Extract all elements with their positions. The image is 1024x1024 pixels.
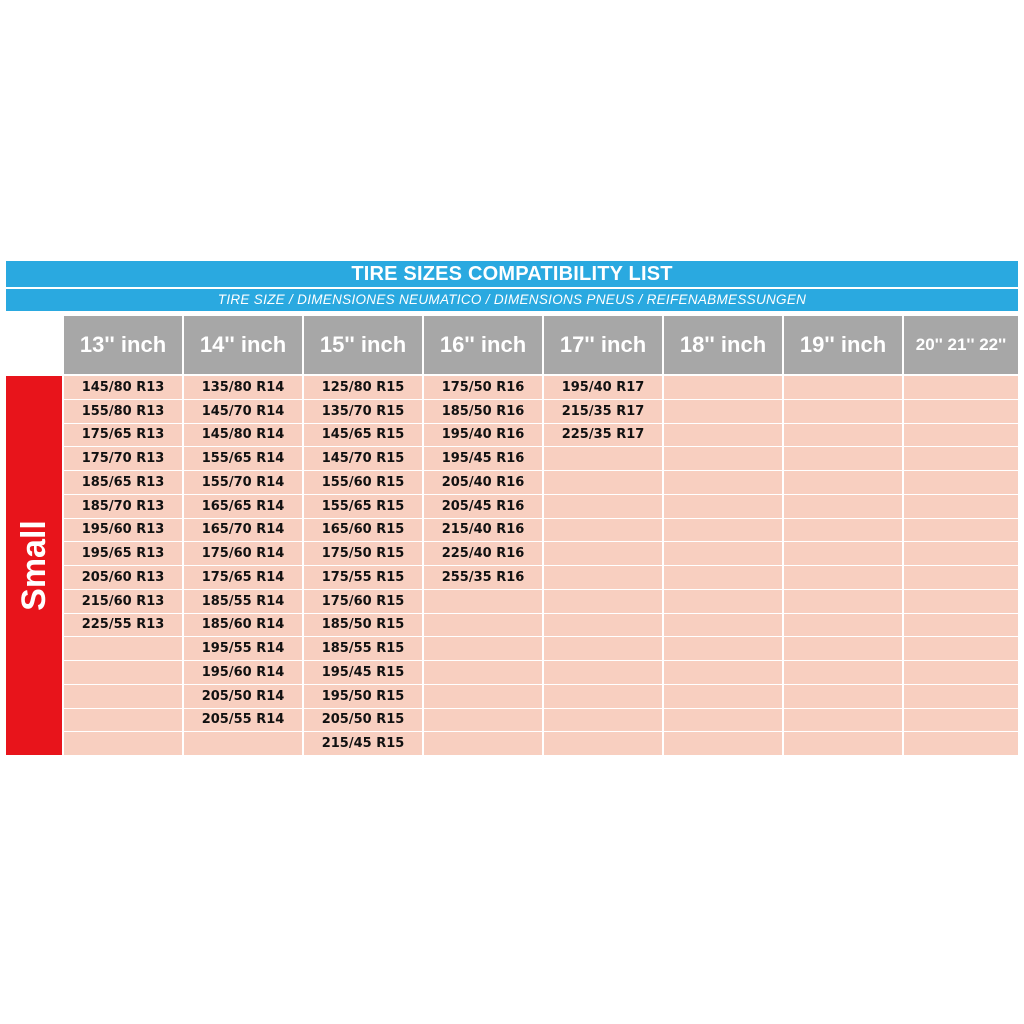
size-cell (664, 566, 782, 590)
size-cell (784, 519, 902, 543)
size-column (304, 376, 424, 755)
size-cell (544, 566, 662, 590)
size-table (64, 376, 1018, 755)
size-cell: 145/65 R15 (304, 424, 422, 448)
size-cell (904, 424, 1018, 448)
size-cell (784, 376, 902, 400)
size-cell: 165/70 R14 (184, 519, 302, 543)
size-cell: 175/55 R15 (304, 566, 422, 590)
size-cell (544, 495, 662, 519)
size-cell: 255/35 R16 (424, 566, 542, 590)
size-cell (424, 637, 542, 661)
size-column (784, 376, 904, 755)
size-cell (664, 709, 782, 733)
size-cell: 175/65 R13 (64, 424, 182, 448)
size-column (544, 376, 664, 755)
size-cell (904, 400, 1018, 424)
size-cell: 175/50 R15 (304, 542, 422, 566)
size-cell (664, 471, 782, 495)
size-cell: 185/55 R14 (184, 590, 302, 614)
size-cell (544, 590, 662, 614)
size-cell (904, 447, 1018, 471)
size-cell: 195/50 R15 (304, 685, 422, 709)
size-cell (664, 637, 782, 661)
size-cell: 215/60 R13 (64, 590, 182, 614)
size-cell: 135/80 R14 (184, 376, 302, 400)
size-cell (784, 495, 902, 519)
size-cell (544, 542, 662, 566)
size-cell (544, 709, 662, 733)
size-cell (544, 519, 662, 543)
size-cell: 135/70 R15 (304, 400, 422, 424)
size-cell: 175/50 R16 (424, 376, 542, 400)
size-column (184, 376, 304, 755)
size-cell (904, 685, 1018, 709)
size-cell: 175/65 R14 (184, 566, 302, 590)
size-cell (784, 590, 902, 614)
size-cell (904, 471, 1018, 495)
size-cell (544, 471, 662, 495)
size-cell: 145/70 R14 (184, 400, 302, 424)
size-cell: 145/80 R13 (64, 376, 182, 400)
size-cell (784, 447, 902, 471)
size-cell: 205/55 R14 (184, 709, 302, 733)
size-cell: 195/45 R16 (424, 447, 542, 471)
size-cell: 225/40 R16 (424, 542, 542, 566)
size-cell: 175/60 R15 (304, 590, 422, 614)
size-cell (544, 732, 662, 755)
size-column (424, 376, 544, 755)
size-cell (664, 661, 782, 685)
size-cell (64, 685, 182, 709)
column-header: 18'' inch (664, 316, 784, 374)
size-cell: 215/35 R17 (544, 400, 662, 424)
size-column (64, 376, 184, 755)
size-cell (184, 732, 302, 755)
size-column (904, 376, 1018, 755)
size-cell (544, 661, 662, 685)
size-cell (784, 709, 902, 733)
size-cell: 165/60 R15 (304, 519, 422, 543)
size-cell (784, 614, 902, 638)
size-cell: 195/65 R13 (64, 542, 182, 566)
size-cell: 185/55 R15 (304, 637, 422, 661)
size-cell (904, 709, 1018, 733)
size-cell: 145/80 R14 (184, 424, 302, 448)
size-cell (664, 542, 782, 566)
size-cell: 185/50 R15 (304, 614, 422, 638)
size-cell: 225/35 R17 (544, 424, 662, 448)
size-cell: 145/70 R15 (304, 447, 422, 471)
size-cell: 195/40 R16 (424, 424, 542, 448)
size-cell (544, 637, 662, 661)
size-cell: 205/40 R16 (424, 471, 542, 495)
size-cell (664, 400, 782, 424)
size-cell (904, 732, 1018, 755)
column-header: 19'' inch (784, 316, 904, 374)
size-cell (544, 614, 662, 638)
size-cell (424, 685, 542, 709)
size-cell (544, 685, 662, 709)
size-cell: 195/60 R14 (184, 661, 302, 685)
size-cell (904, 542, 1018, 566)
size-cell (664, 614, 782, 638)
size-cell (664, 519, 782, 543)
size-cell (784, 685, 902, 709)
size-cell: 195/55 R14 (184, 637, 302, 661)
column-header: 14'' inch (184, 316, 304, 374)
size-cell: 185/70 R13 (64, 495, 182, 519)
size-cell (784, 637, 902, 661)
size-cell (664, 590, 782, 614)
size-cell (784, 542, 902, 566)
size-cell (424, 732, 542, 755)
size-cell: 165/65 R14 (184, 495, 302, 519)
size-cell: 175/60 R14 (184, 542, 302, 566)
size-cell (64, 709, 182, 733)
size-cell (64, 637, 182, 661)
size-cell (664, 424, 782, 448)
chart-title: TIRE SIZES COMPATIBILITY LIST (6, 261, 1018, 287)
column-header: 16'' inch (424, 316, 544, 374)
column-header: 13'' inch (64, 316, 184, 374)
size-cell (784, 400, 902, 424)
category-label-box (6, 376, 62, 755)
size-cell (784, 471, 902, 495)
size-cell (664, 495, 782, 519)
size-cell (664, 447, 782, 471)
size-cell (784, 732, 902, 755)
column-header: 17'' inch (544, 316, 664, 374)
size-cell (904, 566, 1018, 590)
category-label: Small (14, 520, 53, 611)
size-cell (904, 495, 1018, 519)
size-cell: 195/45 R15 (304, 661, 422, 685)
size-cell: 155/65 R15 (304, 495, 422, 519)
size-cell: 205/50 R15 (304, 709, 422, 733)
size-cell (664, 376, 782, 400)
size-cell: 215/45 R15 (304, 732, 422, 755)
size-cell: 155/60 R15 (304, 471, 422, 495)
size-cell: 205/45 R16 (424, 495, 542, 519)
column-header: 20'' 21'' 22'' (904, 316, 1018, 374)
size-cell: 185/50 R16 (424, 400, 542, 424)
size-cell (904, 614, 1018, 638)
size-cell (424, 661, 542, 685)
size-cell (904, 661, 1018, 685)
size-cell: 195/40 R17 (544, 376, 662, 400)
size-cell (64, 661, 182, 685)
column-header-row (64, 316, 1018, 374)
size-column (664, 376, 784, 755)
size-cell: 225/55 R13 (64, 614, 182, 638)
size-cell (424, 590, 542, 614)
size-cell: 125/80 R15 (304, 376, 422, 400)
size-cell (544, 447, 662, 471)
size-cell: 155/80 R13 (64, 400, 182, 424)
size-cell (424, 709, 542, 733)
size-cell: 175/70 R13 (64, 447, 182, 471)
size-cell: 185/60 R14 (184, 614, 302, 638)
size-cell: 185/65 R13 (64, 471, 182, 495)
size-cell (904, 376, 1018, 400)
size-cell (784, 566, 902, 590)
column-header: 15'' inch (304, 316, 424, 374)
size-cell (784, 424, 902, 448)
chart-subtitle: TIRE SIZE / DIMENSIONES NEUMATICO / DIMENSIONS PNEUS / REIFENABMESSUNGEN (6, 289, 1018, 311)
size-cell: 155/70 R14 (184, 471, 302, 495)
size-cell (904, 637, 1018, 661)
size-cell: 155/65 R14 (184, 447, 302, 471)
size-cell (64, 732, 182, 755)
size-cell: 205/50 R14 (184, 685, 302, 709)
size-cell (784, 661, 902, 685)
size-cell: 195/60 R13 (64, 519, 182, 543)
size-cell (904, 590, 1018, 614)
size-cell (664, 685, 782, 709)
size-cell (424, 614, 542, 638)
size-cell (904, 519, 1018, 543)
size-cell: 205/60 R13 (64, 566, 182, 590)
size-cell: 215/40 R16 (424, 519, 542, 543)
size-cell (664, 732, 782, 755)
